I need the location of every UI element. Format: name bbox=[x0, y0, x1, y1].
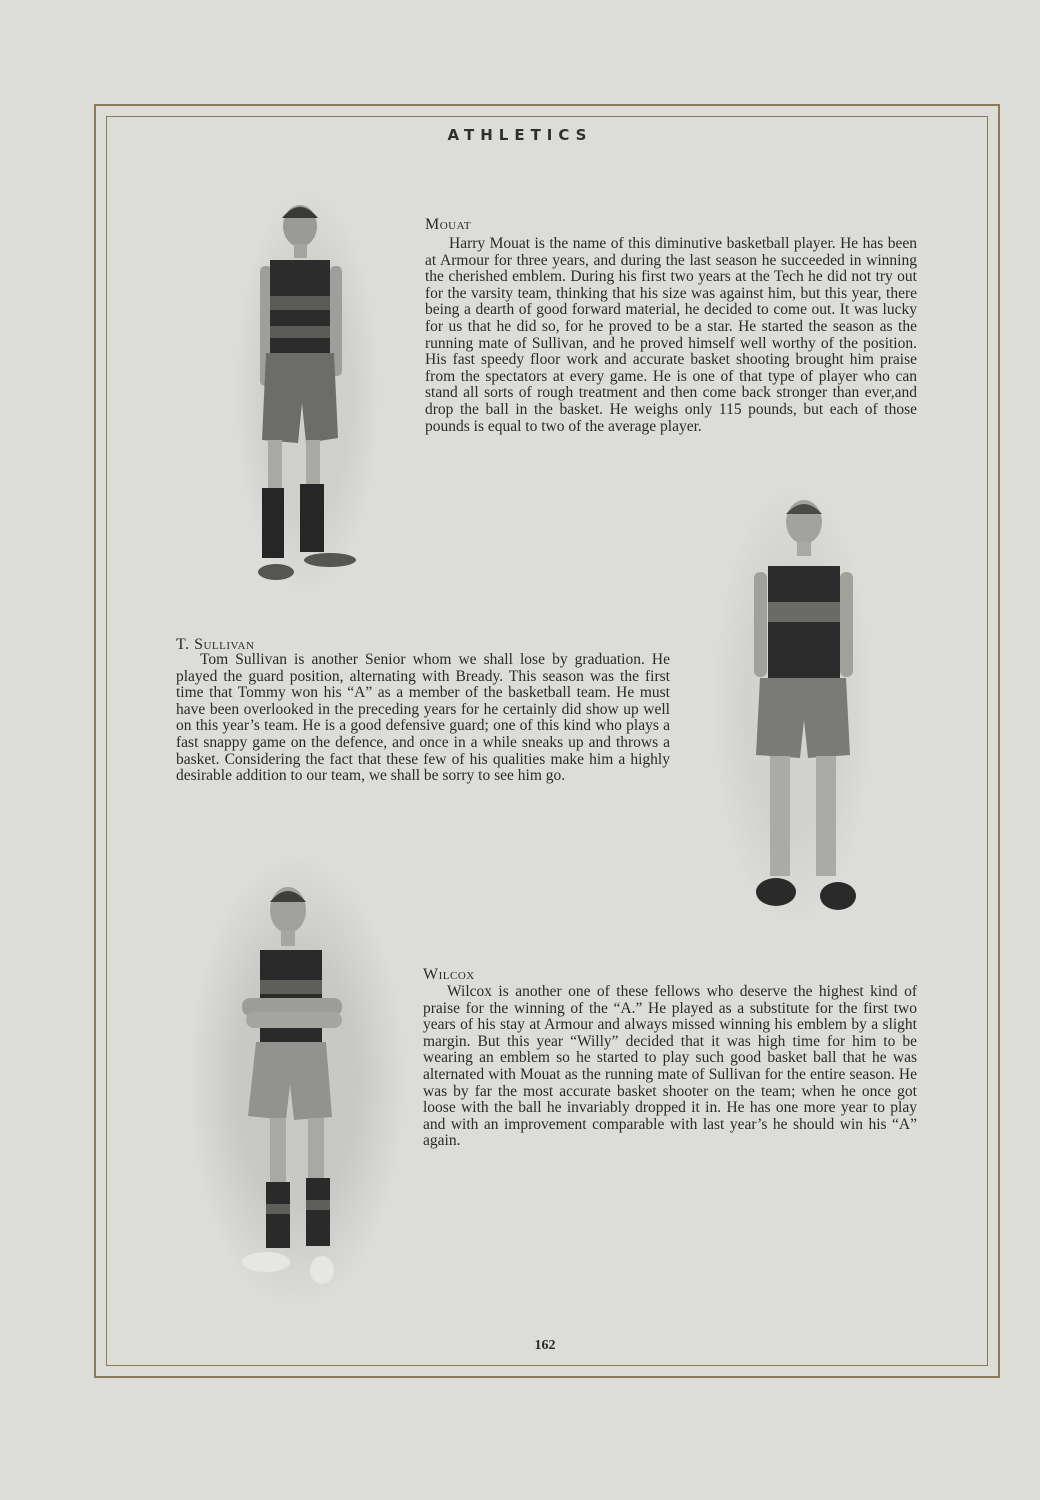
sullivan-paragraph: Tom Sullivan is another Senior whom we shall lose by graduation. He played the guard position, alternating with Bready. This season was the first time that Tommy won his “A” as a member of the basketball team. He must have been overlooked in the preceding years for he certainly did show up well on this year’s team. He is a good defensive guard; one of this kind who plays a fast snappy game on the defence, and once in a while sneaks up and throws a basket. Considering the fact that these few of his qualities make him a highly desirable addition to our team, we shall be sorry to see him go. bbox=[176, 651, 670, 785]
page-title: ATHLETICS bbox=[447, 126, 593, 144]
page-number: 162 bbox=[534, 1338, 556, 1353]
mouat-paragraph: Harry Mouat is the name of this diminutive basketball player. He has been at Armour for three years, and during the last season he succeeded in winning the cherished emblem. During his first two years at the Tech he did not try out for the varsity team, thinking that his size was against him, but this year, there being a dearth of good forward material, he decided to come out. It was lucky for us that he did so, for he proved to be a star. He started the season as the running mate of Sullivan, and he proved himself well worthy of the position. His fast speedy floor work and accurate basket shooting brought him praise from the spectators at every game. He is one of that type of player who can stand all sorts of rough treatment and then come back stronger than ever,and drop the ball in the basket. He weighs only 115 pounds, but each of those pounds is equal to two of the average player. bbox=[425, 235, 917, 435]
mouat-heading: Mouat bbox=[425, 216, 472, 233]
wilcox-paragraph: Wilcox is another one of these fellows who deserve the highest kind of praise for the winning of the “A.” He played as a substitute for the first two years of his stay at Armour and always missed winning his emblem by a slight margin. But this year “Willy” decided that it was high time for him to be wearing an emblem so he started to play such good basket ball that he was alternated with Mouat as the running mate of Sullivan for the entire season. He was by far the most accurate basket shooter on the team; when he once got loose with the ball he invariably dropped it in. He has one more year to play and with an improvement comparable with last year’s he should win his “A” again. bbox=[423, 983, 917, 1150]
wilcox-heading: Wilcox bbox=[423, 966, 475, 983]
sullivan-photo bbox=[708, 480, 878, 930]
wilcox-photo bbox=[186, 852, 408, 1312]
sullivan-heading: T. Sullivan bbox=[176, 636, 255, 653]
mouat-photo bbox=[232, 188, 382, 598]
